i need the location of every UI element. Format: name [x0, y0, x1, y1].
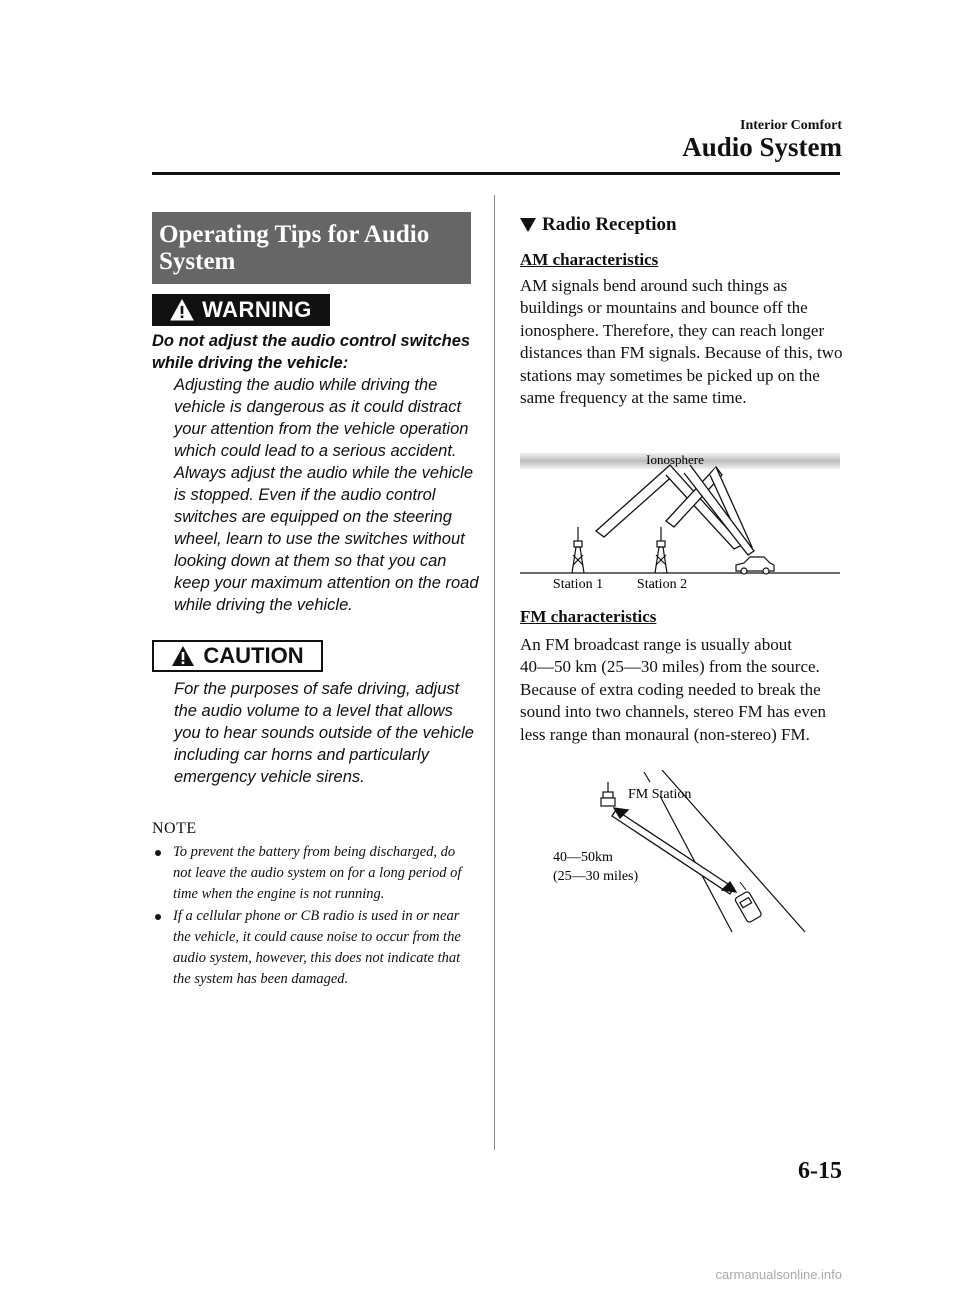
car-icon [736, 557, 774, 574]
note-label: NOTE [152, 820, 197, 837]
caution-label: CAUTION [203, 643, 304, 668]
subsection-title: Radio Reception [520, 214, 677, 236]
fm-heading: FM characteristics [520, 607, 657, 626]
caution-badge [152, 640, 323, 672]
warning-label: WARNING [202, 297, 312, 322]
page-number: 6-15 [798, 1158, 842, 1184]
note-list [155, 842, 470, 991]
bullet-icon [155, 850, 161, 856]
warning-icon [170, 299, 194, 321]
fm-text: An FM broadcast range is usually about 40―50 km (25―30 miles) from the source. Because of extra coding needed to break the sound into two channels, stereo FM has even less range than monaural (non-stereo) FM. [520, 635, 826, 744]
section-title: Operating Tips for Audio System [152, 212, 471, 284]
am-text: AM signals bend around such things as buildings or mountains and bounce off the ionosphere. Therefore, they can reach longer distances than FM signals. Because of this, two stations may sometimes be picked up on the same frequency at the same time. [520, 276, 843, 408]
range-miles-label: (25―30 miles) [553, 869, 639, 884]
bullet-icon [155, 914, 161, 920]
triangle-marker-icon [520, 218, 536, 232]
am-diagram [520, 445, 842, 595]
road-edge-inner-top [644, 772, 650, 782]
station-1-tower-icon [572, 527, 584, 573]
am-heading: AM characteristics [520, 250, 659, 269]
header-section-label: Interior Comfort [740, 118, 842, 133]
range-km-label: 40―50km [553, 850, 613, 865]
warning-text: Adjusting the audio while driving the vehicle is dangerous as it could distract your attention from the vehicle operation which could lead to a serious accident. Always adjust the audio while the vehicle is stopped. Even if the audio control switches are equipped on the steering wheel, learn to use the switches without looking down at them so that you can keep your maximum attention on the road while driving the vehicle. [174, 376, 479, 614]
signal-tick [740, 882, 746, 890]
column-divider [494, 195, 495, 1150]
warning-heading: Do not adjust the audio control switches while driving the vehicle: [152, 332, 471, 372]
header-title: Audio System [682, 132, 842, 162]
header-rule [152, 172, 840, 175]
caution-text: For the purposes of safe driving, adjust the audio volume to a level that allows you to hear sounds outside of the vehicle including car horns and particularly emergency vehicle sirens. [174, 680, 474, 786]
note-item: To prevent the battery from being discharged, do not leave the audio system on for a long period of time when the engine is not running. [155, 842, 470, 905]
caution-icon [171, 645, 195, 667]
station-2-tower-icon [655, 527, 667, 573]
station-1-label: Station 1 [552, 577, 604, 592]
ionosphere-label: Ionosphere [646, 452, 704, 467]
fm-station-icon [601, 782, 615, 806]
fm-car-icon [734, 891, 762, 923]
warning-badge [152, 294, 330, 326]
fm-diagram [540, 770, 810, 940]
note-item: If a cellular phone or CB radio is used in or near the vehicle, it could cause noise to occur from the audio system, however, this does not indicate that the system has been damaged. [155, 906, 470, 990]
fm-station-label: FM Station [628, 787, 692, 802]
station-2-label: Station 2 [636, 577, 688, 592]
watermark: carmanualsonline.info [715, 1267, 842, 1282]
